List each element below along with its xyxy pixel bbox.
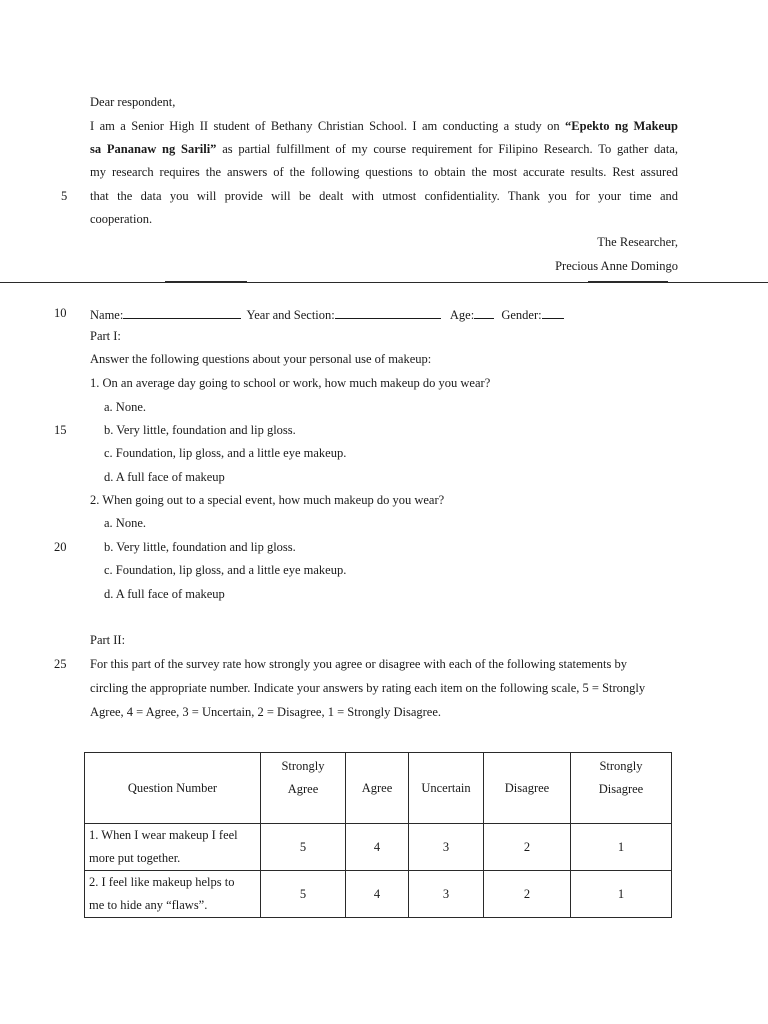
line-number: 20 — [54, 540, 67, 554]
cut-line-accent-1 — [165, 281, 247, 282]
part1-instruction: Answer the following questions about your personal use of makeup: — [90, 352, 432, 366]
option-a[interactable]: a. None. — [104, 400, 146, 414]
year-section-label: Year and Section: — [246, 308, 335, 322]
age-label: Age: — [449, 308, 475, 322]
question-line-2: more put together. — [89, 851, 181, 865]
header-agree: Agree — [346, 753, 409, 824]
row-question — [85, 824, 261, 871]
option-b[interactable]: b. Very little, foundation and lip gloss. — [104, 540, 296, 554]
table-row — [85, 871, 672, 918]
question-line-1: 1. When I wear makeup I feel — [89, 828, 238, 842]
score-agree[interactable]: 4 — [346, 824, 409, 871]
rating-table — [84, 752, 672, 918]
header-strongly-agree-line1: Strongly — [281, 759, 325, 773]
letter-line-2 — [90, 143, 678, 156]
info-fields-row — [90, 307, 564, 322]
letter-line-5: cooperation. — [90, 212, 153, 226]
header-strongly-disagree-line2: Disagree — [598, 782, 644, 796]
option-c[interactable]: c. Foundation, lip gloss, and a little eye makeup. — [104, 563, 347, 577]
cut-line — [0, 282, 768, 283]
score-disagree[interactable]: 2 — [484, 824, 571, 871]
cut-line-accent-2 — [588, 281, 668, 282]
header-strongly-disagree-line1: Strongly — [599, 759, 643, 773]
part2-instruction-line: For this part of the survey rate how strongly you agree or disagree with each of the following statements by — [90, 657, 628, 671]
part2-instruction-line: Agree, 4 = Agree, 3 = Uncertain, 2 = Disagree, 1 = Strongly Disagree. — [90, 705, 442, 719]
name-field[interactable] — [123, 307, 241, 319]
option-b[interactable]: b. Very little, foundation and lip gloss. — [104, 423, 296, 437]
intro-text: I am a Senior High II student of Bethany Christian School. I am conducting a study on — [90, 119, 566, 133]
option-c[interactable]: c. Foundation, lip gloss, and a little eye makeup. — [104, 446, 347, 460]
line-number: 10 — [54, 306, 67, 320]
question-1: 1. On an average day going to school or work, how much makeup do you wear? — [90, 376, 491, 390]
signoff: The Researcher, — [597, 235, 678, 249]
study-title-part1: “Epekto ng Makeup — [565, 119, 678, 133]
question-line-2: me to hide any “flaws”. — [89, 898, 208, 912]
option-d[interactable]: d. A full face of makeup — [104, 470, 225, 484]
line-number: 5 — [61, 189, 68, 203]
score-agree[interactable]: 4 — [346, 871, 409, 918]
age-field[interactable] — [474, 307, 494, 319]
score-strongly-disagree[interactable]: 1 — [571, 871, 672, 918]
name-label: Name: — [90, 308, 124, 322]
option-a[interactable]: a. None. — [104, 516, 146, 530]
header-strongly-disagree — [571, 753, 672, 824]
year-section-field[interactable] — [335, 307, 441, 319]
score-strongly-agree[interactable]: 5 — [261, 824, 346, 871]
row-question — [85, 871, 261, 918]
letter-line-2-rest: as partial fulfillment of my course requirement for Filipino Research. To gather data, — [216, 142, 678, 156]
part1-heading: Part I: — [90, 329, 121, 343]
study-title-part2: sa Pananaw ng Sarili” — [90, 142, 217, 156]
part2-instruction-line: circling the appropriate number. Indicate your answers by rating each item on the following scale, 5 = Strongly — [90, 681, 646, 695]
gender-field[interactable] — [542, 307, 564, 319]
question-2: 2. When going out to a special event, how much makeup do you wear? — [90, 493, 445, 507]
signature: Precious Anne Domingo — [555, 259, 678, 273]
part2-heading: Part II: — [90, 633, 126, 647]
option-d[interactable]: d. A full face of makeup — [104, 587, 225, 601]
header-uncertain: Uncertain — [409, 753, 484, 824]
score-strongly-disagree[interactable]: 1 — [571, 824, 672, 871]
line-number: 15 — [54, 423, 67, 437]
salutation: Dear respondent, — [90, 95, 176, 109]
line-number: 25 — [54, 657, 67, 671]
header-strongly-agree-line2: Agree — [287, 782, 319, 796]
header-disagree: Disagree — [484, 753, 571, 824]
header-question-number: Question Number — [85, 753, 261, 824]
score-disagree[interactable]: 2 — [484, 871, 571, 918]
letter-line-4: that the data you will provide will be dealt with utmost confidentiality. Thank you for your time and — [90, 189, 678, 203]
table-header-row — [85, 753, 672, 824]
score-uncertain[interactable]: 3 — [409, 824, 484, 871]
letter-line-1 — [90, 120, 678, 133]
score-strongly-agree[interactable]: 5 — [261, 871, 346, 918]
score-uncertain[interactable]: 3 — [409, 871, 484, 918]
question-line-1: 2. I feel like makeup helps to — [89, 875, 235, 889]
header-strongly-agree — [261, 753, 346, 824]
table-row — [85, 824, 672, 871]
letter-line-3: my research requires the answers of the following questions to obtain the most accurate results. Rest assured — [90, 165, 678, 179]
gender-label: Gender: — [501, 308, 542, 322]
